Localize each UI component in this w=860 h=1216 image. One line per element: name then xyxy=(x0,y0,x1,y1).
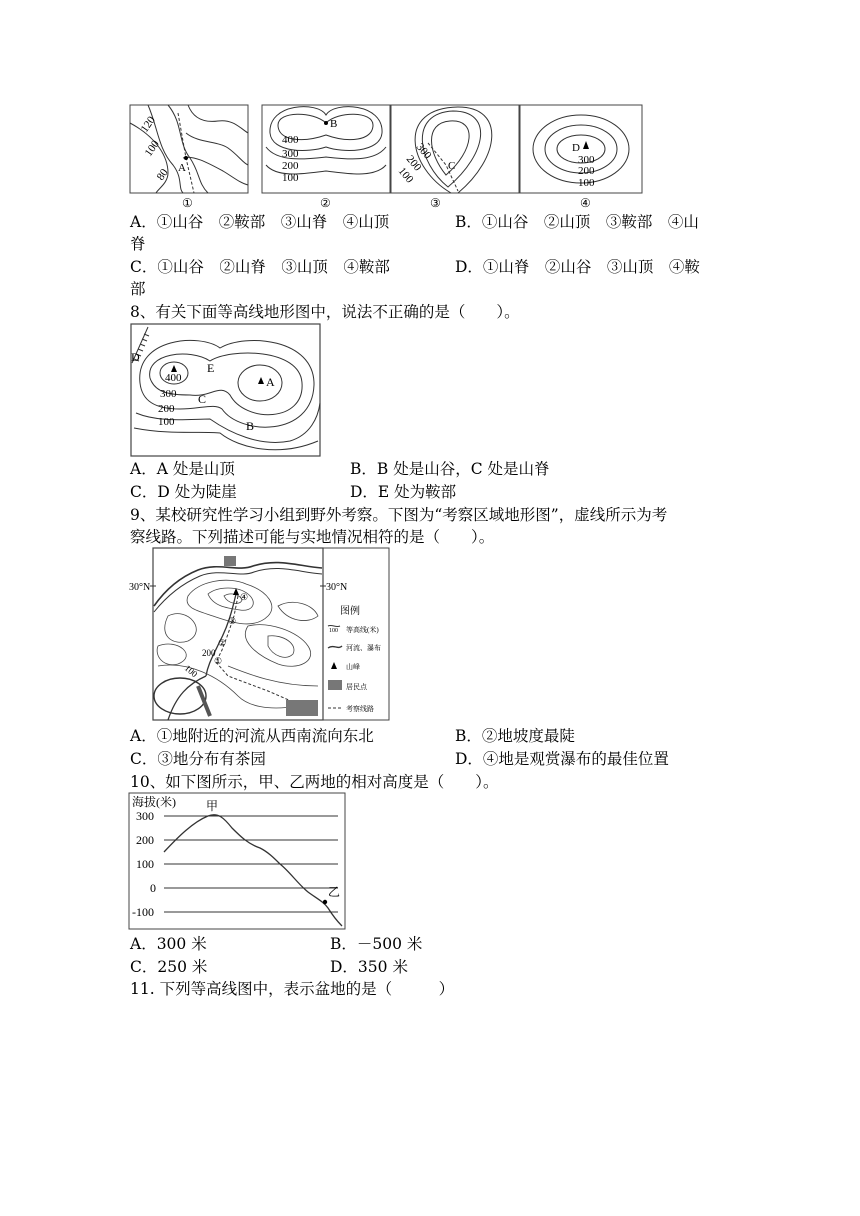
q10-option-d: D．350 米 xyxy=(330,958,408,976)
q8-stem: 8、有关下面等高线地形图中，说法不正确的是（ ）。 xyxy=(130,303,520,321)
q7-map2-label-100: 100 xyxy=(282,172,299,184)
q7-map3-label-100: 100 xyxy=(395,165,416,186)
q10-stem: 10、如下图所示，甲、乙两地的相对高度是（ ）。 xyxy=(130,773,499,791)
q10-option-c: C．250 米 xyxy=(130,958,208,976)
q11-stem: 11. 下列等高线图中，表示盆地的是（ ） xyxy=(130,980,455,998)
q10-option-a: A．300 米 xyxy=(130,935,207,953)
q7-option-b: B．①山谷 ②山顶 ③鞍部 ④山 xyxy=(455,213,699,231)
q7-map-3 xyxy=(391,105,519,210)
q7-map1-label-A: A xyxy=(178,162,186,174)
q8-label-E: E xyxy=(207,361,215,375)
q7-option-d: D．①山脊 ②山谷 ③山顶 ④鞍 xyxy=(455,258,700,276)
q10-ytick-300: 300 xyxy=(136,809,154,823)
q7-map4-label-300: 300 xyxy=(578,154,595,166)
q9-legend-item-contour: 等高线(米) xyxy=(346,626,379,634)
q10-ytick-0: 0 xyxy=(150,881,156,895)
q10-point-yi: 乙 xyxy=(328,885,341,899)
q10-profile-chart xyxy=(128,792,346,932)
q9-point-2: ② xyxy=(218,638,227,648)
q7-option-c: C．①山谷 ②山脊 ③山顶 ④鞍部 xyxy=(130,258,390,276)
q7-map2-label-400: 400 xyxy=(282,134,299,146)
q8-contour-map xyxy=(130,323,322,458)
q7-map2-label-B: B xyxy=(330,118,338,130)
q7-map1-caption: ① xyxy=(182,196,193,210)
q7-map4-label-200: 200 xyxy=(578,165,595,177)
q9-legend-contour-sample: 100 xyxy=(329,628,338,634)
q10-point-jia: 甲 xyxy=(206,799,219,813)
q8-label-400: 400 xyxy=(165,372,182,384)
q9-legend-item-route: 考察线路 xyxy=(346,705,374,713)
q7-map3-label-C: C xyxy=(448,160,456,172)
q7-map2-label-200: 200 xyxy=(282,160,299,172)
q7-map2-caption: ② xyxy=(320,196,331,210)
q8-label-C: C xyxy=(198,392,207,406)
q7-map3-label-300: 300 xyxy=(413,141,434,162)
q8-label-B: B xyxy=(246,419,255,433)
q8-label-200: 200 xyxy=(158,403,175,415)
q7-option-b-wrap: 脊 xyxy=(130,235,146,253)
q8-option-d: D．E 处为鞍部 xyxy=(350,483,457,501)
q10-option-b: B．－500 米 xyxy=(330,935,423,953)
q7-map1-label-120: 120 xyxy=(138,114,158,135)
q8-label-100: 100 xyxy=(158,416,175,428)
q9-option-b: B．②地坡度最陡 xyxy=(455,727,575,745)
q8-label-D: D xyxy=(131,350,140,364)
q9-terrain-map xyxy=(128,546,390,722)
q9-point-3: ③ xyxy=(228,616,237,626)
q7-map2-label-300: 300 xyxy=(282,148,299,160)
q7-map-2 xyxy=(262,105,390,210)
q8-label-A: A xyxy=(266,375,275,389)
q9-option-c: C．③地分布有茶园 xyxy=(130,750,266,768)
q7-map4-caption: ④ xyxy=(580,196,591,210)
q7-map4-label-100: 100 xyxy=(578,177,595,189)
q8-option-c: C．D 处为陡崖 xyxy=(130,483,237,501)
q7-contour-maps xyxy=(128,103,644,211)
q10-ytick-neg100: -100 xyxy=(132,905,154,919)
q9-contour-100: 100 xyxy=(182,662,200,680)
q9-lat-left: 30°N xyxy=(129,582,151,593)
q9-lat-right: 30°N xyxy=(326,582,348,593)
q9-option-a: A．①地附近的河流从西南流向东北 xyxy=(130,727,374,745)
q7-option-d-wrap: 部 xyxy=(130,280,146,298)
q8-option-b: B．B 处是山谷，C 处是山脊 xyxy=(350,460,550,478)
q7-map3-label-200: 200 xyxy=(403,153,424,174)
q9-contour-200: 200 xyxy=(202,648,216,658)
q9-legend-item-peak: 山峰 xyxy=(346,663,360,671)
q8-label-300: 300 xyxy=(160,388,177,400)
q9-stem-line2: 察线路。下列描述可能与实地情况相符的是（ ）。 xyxy=(130,528,495,546)
q9-legend xyxy=(328,604,381,713)
q9-legend-title: 图例 xyxy=(340,606,360,617)
q7-option-a: A．①山谷 ②鞍部 ③山脊 ④山顶 xyxy=(130,213,390,231)
q7-map1-label-100: 100 xyxy=(142,138,162,159)
q9-point-1: ① xyxy=(214,656,223,666)
q7-map4-label-D: D xyxy=(572,142,580,154)
q8-option-a: A．A 处是山顶 xyxy=(130,460,235,478)
q9-point-4: ④ xyxy=(240,592,249,602)
q9-option-d: D．④地是观赏瀑布的最佳位置 xyxy=(455,750,669,768)
q9-legend-item-settlement: 居民点 xyxy=(346,683,367,691)
q10-ylabel: 海拔(米) xyxy=(132,795,176,809)
q7-map-1 xyxy=(130,105,248,210)
q7-map3-caption: ③ xyxy=(430,196,441,210)
q10-ytick-200: 200 xyxy=(136,833,154,847)
q7-map1-label-80: 80 xyxy=(154,166,171,183)
q9-legend-item-river: 河流、瀑布 xyxy=(346,644,381,652)
q9-stem-line1: 9、某校研究性学习小组到野外考察。下图为“考察区域地形图”，虚线所示为考 xyxy=(130,506,668,524)
q7-map-4 xyxy=(520,105,642,210)
q10-ytick-100: 100 xyxy=(136,857,154,871)
